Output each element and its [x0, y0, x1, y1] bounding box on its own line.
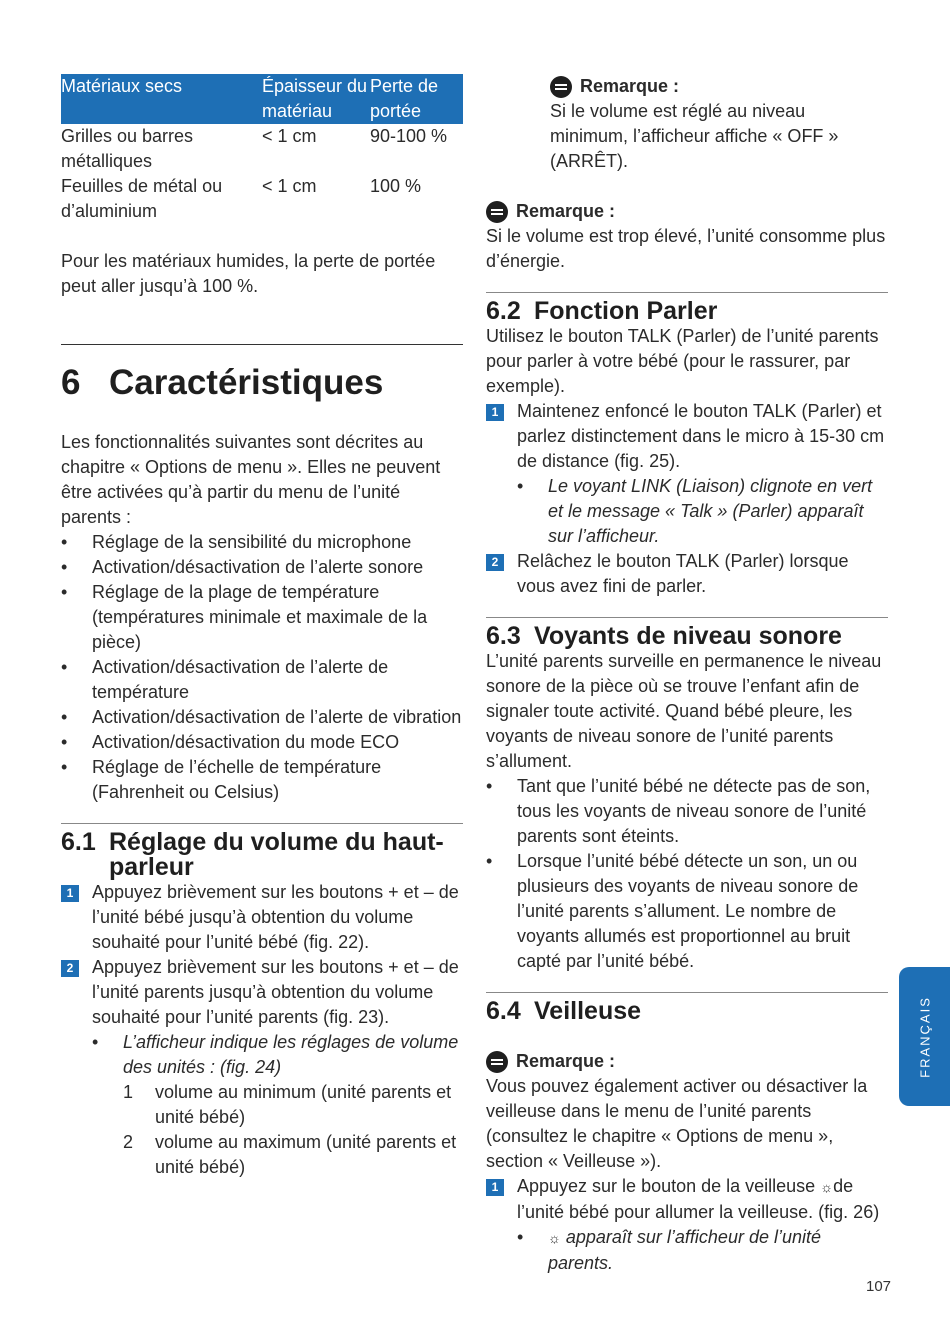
- table-header: Matériaux secs: [61, 74, 262, 124]
- step-1: [486, 399, 888, 549]
- section-6-4-title: [486, 999, 888, 1024]
- sub-bullet: • L’afficheur indique les réglages de volume des unités : (fig. 24) 1 volume au minimum (unité parents et unité bébé) 2 volume au maximum (unité parents et unité bébé): [92, 1030, 463, 1180]
- note-text: Si le volume est trop élevé, l’unité consomme plus d’énergie.: [486, 226, 886, 271]
- step-number-badge: 1: [486, 404, 504, 421]
- list-item: • Lorsque l’unité bébé détecte un son, un ou plusieurs des voyants de niveau sonore de l’unité parents s’allument. Le nombre de voyants allumés est proportionnel au bruit capté par l’unité bébé.: [486, 849, 888, 974]
- note-block: [486, 1049, 888, 1174]
- table-header: Épaisseur du matériau: [262, 74, 370, 124]
- page-number: 107: [866, 1278, 892, 1295]
- night-light-icon: ☼: [548, 1230, 561, 1246]
- section-title-line1: Réglage du volume du haut-: [109, 828, 444, 856]
- step-1: [486, 1174, 888, 1276]
- section-title-line2: parleur: [109, 853, 194, 881]
- table-cell: Feuilles de métal ou d’aluminium: [61, 176, 223, 221]
- sub-bullet-text: Le voyant LINK (Liaison) clignote en vert et le message « Talk » (Parler) apparaît sur l’afficheur.: [548, 476, 873, 546]
- step-2: [61, 955, 463, 1180]
- section-6-3-title: [486, 624, 888, 649]
- table-row: [61, 174, 463, 224]
- numbered-item: [123, 1080, 463, 1130]
- section-number: 6.3: [486, 622, 521, 650]
- table-cell: 90-100 %: [370, 126, 448, 146]
- section-bullets: [486, 774, 888, 974]
- right-column: [486, 74, 888, 1276]
- step-text: Relâchez le bouton TALK (Parler) lorsque vous avez fini de parler.: [517, 551, 849, 596]
- step-number-badge: 1: [486, 1179, 504, 1196]
- sub-bullet: • Le voyant LINK (Liaison) clignote en vert et le message « Talk » (Parler) apparaît sur l’afficheur.: [517, 476, 873, 546]
- features-list: [61, 530, 463, 805]
- step-number-badge: 1: [61, 885, 79, 902]
- note-text: Vous pouvez également activer ou désactiver la veilleuse dans le menu de l’unité parents (consultez le chapitre « Options de menu », section « Veilleuse »).: [486, 1076, 868, 1171]
- note-text: Si le volume est réglé au niveau minimum, l’afficheur affiche « OFF » (ARRÊT).: [550, 101, 839, 171]
- table-cell: Grilles ou barres métalliques: [61, 126, 194, 171]
- section-title-text: Veilleuse: [534, 997, 642, 1025]
- section-title-text: Fonction Parler: [534, 297, 718, 325]
- list-item: • Réglage de la sensibilité du microphone: [61, 530, 463, 555]
- section-intro: L’unité parents surveille en permanence le niveau sonore de la pièce où se trouve l’enfant afin de signaler toute activité. Quand bébé pleure, les voyants de niveau sonore de l’unité parents s’allument.: [486, 651, 882, 771]
- step-2: [486, 549, 888, 599]
- step-text-cont: de l’unité bébé pour allumer la veilleuse. (fig. 26): [517, 1176, 880, 1222]
- list-item: • Réglage de la plage de température (températures minimale et maximale de la pièce): [61, 580, 463, 655]
- note-icon: [486, 201, 508, 223]
- section-number: 6.1: [61, 828, 96, 856]
- sub-bullet-text: L’afficheur indique les réglages de volume des unités : (fig. 24): [123, 1032, 459, 1077]
- item-text: volume au minimum (unité parents et unité bébé): [155, 1082, 452, 1127]
- chapter-title: [61, 363, 463, 403]
- night-light-icon: ☼: [820, 1179, 834, 1195]
- list-item: • Activation/désactivation de l’alerte de température: [61, 655, 463, 705]
- section-6-2-title: [486, 299, 888, 324]
- section-intro: Utilisez le bouton TALK (Parler) de l’unité parents pour parler à votre bébé (pour le rassurer, par exemple).: [486, 326, 879, 396]
- item-number: 1: [123, 1082, 134, 1102]
- section-number: 6.4: [486, 997, 521, 1025]
- section-6-1-title: [61, 830, 463, 880]
- step-text: Appuyez sur le bouton de la veilleuse: [517, 1176, 816, 1196]
- left-column: [61, 74, 463, 1180]
- note-title: Remarque :: [486, 1049, 888, 1074]
- table-header-row: [61, 74, 463, 124]
- section-title-text: Voyants de niveau sonore: [534, 622, 842, 650]
- note-block: [486, 199, 888, 274]
- section-number: 6.2: [486, 297, 521, 325]
- step-text: Appuyez brièvement sur les boutons + et – de l’unité parents jusqu’à obtention du volume souhaité pour l’unité parents (fig. 23).: [92, 957, 459, 1027]
- step-text: Maintenez enfoncé le bouton TALK (Parler) et parlez distinctement dans le micro à 15-30 cm de distance (fig. 25).: [517, 401, 885, 471]
- chapter-intro: Les fonctionnalités suivantes sont décrites au chapitre « Options de menu ». Elles ne peuvent être activées qu’à partir du menu de l’unité parents :: [61, 432, 441, 527]
- chapter-number: 6: [61, 363, 81, 402]
- table-header: Perte de portée: [370, 74, 463, 124]
- materials-table: [61, 74, 463, 224]
- table-cell: 100 %: [370, 176, 422, 196]
- list-item: • Activation/désactivation de l’alerte de vibration: [61, 705, 463, 730]
- table-row: [61, 124, 463, 174]
- step-number-badge: 2: [486, 554, 504, 571]
- step-1: [61, 880, 463, 955]
- list-item: • Tant que l’unité bébé ne détecte pas de son, tous les voyants de niveau sonore de l’unité parents sont éteints.: [486, 774, 888, 849]
- step-text: Appuyez brièvement sur les boutons + et – de l’unité bébé jusqu’à obtention du volume souhaité pour l’unité bébé (fig. 22).: [92, 882, 459, 952]
- step-number-badge: 2: [61, 960, 79, 977]
- item-number: 2: [123, 1132, 134, 1152]
- note-block: [486, 74, 888, 174]
- table-cell: < 1 cm: [262, 176, 317, 196]
- note-icon: [486, 1051, 508, 1073]
- humid-materials-text: Pour les matériaux humides, la perte de portée peut aller jusqu’à 100 %.: [61, 251, 436, 296]
- note-icon: [550, 76, 572, 98]
- table-cell: < 1 cm: [262, 126, 317, 146]
- language-tab: [899, 967, 950, 1106]
- list-item: • Réglage de l’échelle de température (Fahrenheit ou Celsius): [61, 755, 463, 805]
- note-title: Remarque :: [486, 199, 888, 224]
- list-item: • Activation/désactivation du mode ECO: [61, 730, 463, 755]
- item-text: volume au maximum (unité parents et unité bébé): [155, 1132, 457, 1177]
- numbered-item: [123, 1130, 463, 1180]
- chapter-title-text: Caractéristiques: [109, 363, 384, 402]
- sub-bullet: • ☼ apparaît sur l’afficheur de l’unité parents.: [517, 1227, 822, 1273]
- language-tab-label: FRANÇAIS: [917, 995, 932, 1078]
- list-item: • Activation/désactivation de l’alerte sonore: [61, 555, 463, 580]
- note-title: Remarque :: [550, 74, 888, 99]
- sub-bullet-text: apparaît sur l’afficheur de l’unité parents.: [548, 1227, 822, 1273]
